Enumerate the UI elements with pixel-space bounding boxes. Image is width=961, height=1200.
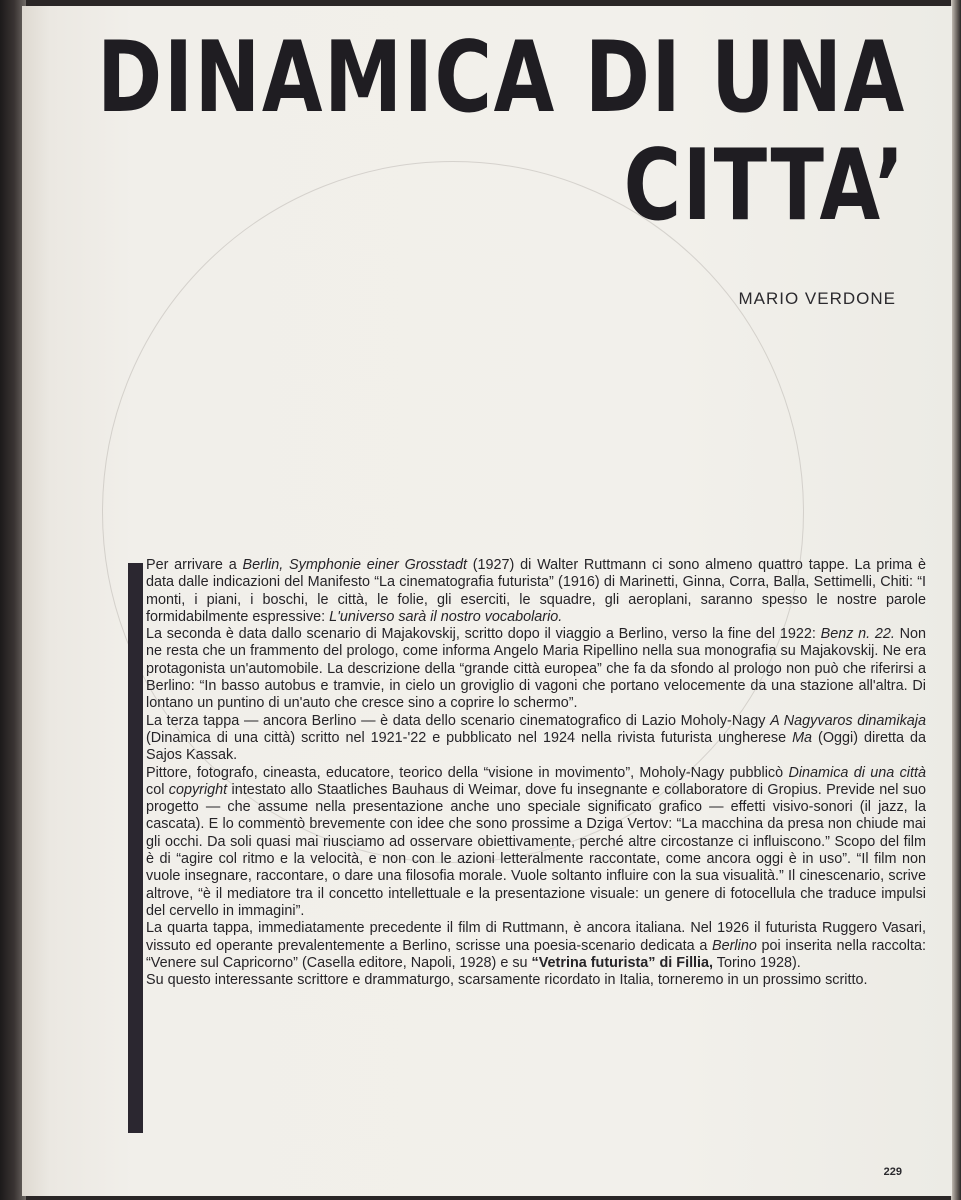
text-run: Per arrivare a bbox=[146, 557, 243, 573]
text-run: (1927) di Walter Ruttmann ci sono almeno quattro tappe. La prima è data dalle indicazioni del Manifesto “La cinematografia futurista” (1916) di Marinetti, Ginna, Corra, Balla, Settimelli, Chiti: “I monti, i piani, i boschi, le città, le folie, gli eserciti, le squadre, gli aeroplani, saranno spesso le nostre parole formidabilmente espressive: bbox=[146, 557, 927, 625]
article-paragraph bbox=[146, 920, 926, 972]
italic-text: Benz n. 22. bbox=[820, 626, 895, 643]
text-run: Non ne resta che un frammento del prologo, come informa Angelo Maria Ripellino nella sua monografia su Majakovskij. Ne era protagonista un'automobile. La descrizione della “grande città europea” che fa da sfondo al prologo non può che riferirsi a Berlino: “In basso autobus e tramvie, in cielo un groviglio di vagoni che portano velocemente da una stazione all'altra. Di lontano un puntino di un'auto che cresce sino a coprire lo schermo”. bbox=[146, 626, 926, 712]
article-paragraph bbox=[146, 972, 926, 989]
article-body bbox=[146, 557, 926, 989]
italic-text: A Nagyvaros dinamikaja bbox=[770, 712, 926, 729]
text-run: poi inserita nella raccolta: “Venere sul Capricorno” (Casella editore, Napoli, 1928) e su bbox=[146, 937, 926, 971]
page bbox=[22, 6, 952, 1196]
text-run: La terza tappa — ancora Berlino — è data dello scenario cinematografico di Lazio Moholy-Nagy bbox=[146, 712, 771, 729]
article-paragraph bbox=[146, 765, 926, 921]
article-paragraph bbox=[146, 557, 926, 626]
text-run: intestato allo Staatliches Bauhaus di Weimar, dove fu insegnante e collaboratore di Gropius. Previde nel suo progetto — che assume nella presentazione anche uno speciale significato grafico — effetti visivo-sonori (il jazz, la cascata). E lo commentò brevemente con idee che sono prossime a Dziga Vertov: “La macchina da presa non chiude mai gli occhi. Da soli quasi mai riusciamo ad osservare obiettivamente, perché altre circostanze ci influiscono.” Scopo del film è di “agire col ritmo e la velocità, e non con le azioni letteralmente raccontate, come ancora oggi è in uso”. “Il film non vuole insegnare, raccontare, o dare una filosofia morale. Vuole soltanto influire con la sua visualità.” Il cinescenario, scrive altrove, “è il mediatore tra il concetto intellettuale e la presentazione visuale: un genere di fotocellula che traduce impulsi del cervello in immagini”. bbox=[146, 781, 926, 919]
text-run: (Dinamica di una città) scritto nel 1921-'22 e pubblicato nel 1924 nella rivista futurista ungherese bbox=[146, 729, 793, 746]
italic-text: Berlino bbox=[712, 937, 757, 954]
article-paragraph bbox=[146, 626, 926, 712]
title-line-1: DINAMICA DI UNA bbox=[97, 21, 906, 135]
article-paragraph bbox=[146, 713, 926, 765]
text-run: Pittore, fotografo, cineasta, educatore, teorico della “visione in movimento”, Moholy-Nagy pubblicò bbox=[146, 764, 789, 781]
italic-text: L'universo sarà il nostro vocabolario. bbox=[329, 608, 563, 625]
text-run: Torino 1928). bbox=[713, 954, 801, 971]
text-run: col bbox=[146, 781, 169, 798]
text-run: Su questo interessante scrittore e drammaturgo, scarsamente ricordato in Italia, torneremo in un prossimo scritto. bbox=[146, 972, 868, 989]
bold-text: “Vetrina futurista” di Fillia, bbox=[531, 954, 714, 971]
author-name: MARIO VERDONE bbox=[738, 289, 896, 308]
italic-text: Berlin, Symphonie einer Grosstadt bbox=[242, 557, 467, 573]
page-number: 229 bbox=[883, 1166, 902, 1178]
italic-text: Dinamica di una città bbox=[788, 764, 926, 781]
italic-text: Ma bbox=[792, 729, 813, 746]
decorative-side-bar bbox=[128, 563, 143, 1133]
text-run: La quarta tappa, immediatamente precedente il film di Ruttmann, è ancora italiana. Nel 1926 il futurista Ruggero Vasari, vissuto ed operante prevalentemente a Berlino, scrisse una poesia-scenario dedicata a bbox=[146, 920, 926, 954]
italic-text: copyright bbox=[168, 781, 228, 798]
book-binding-right bbox=[951, 0, 961, 1200]
text-run: (Oggi) diretta da Sajos Kassak. bbox=[146, 729, 926, 764]
title-line-2: CITTA’ bbox=[623, 129, 906, 243]
page-title bbox=[97, 21, 906, 243]
text-run: La seconda è data dallo scenario di Majakovskij, scritto dopo il viaggio a Berlino, verso la fine del 1922: bbox=[146, 626, 821, 643]
